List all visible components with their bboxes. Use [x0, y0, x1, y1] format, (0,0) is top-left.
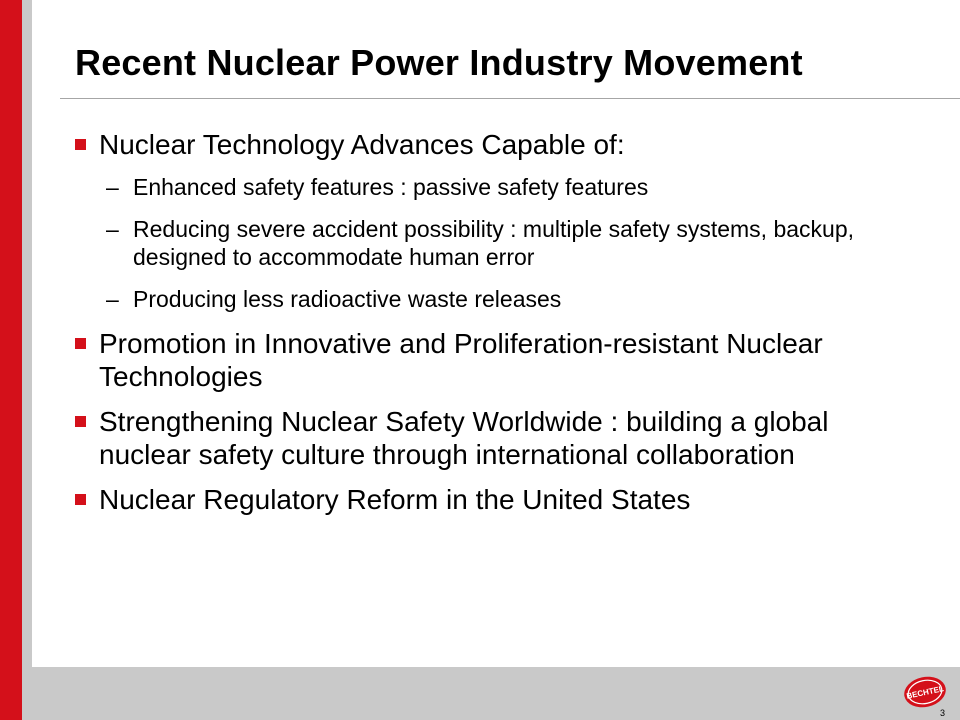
- square-bullet-icon: [75, 494, 86, 505]
- sub-bullet-item: [70, 285, 920, 313]
- logo-text: BECHTEL: [905, 684, 945, 701]
- sub-bullet-item: [70, 173, 920, 201]
- bullet-text: Nuclear Technology Advances Capable of:: [99, 129, 625, 160]
- square-bullet-icon: [75, 416, 86, 427]
- sub-bullet-item: [70, 215, 920, 271]
- sub-bullet-text: Enhanced safety features : passive safety features: [133, 174, 649, 200]
- bullet-item: [70, 327, 920, 393]
- slide-content: [70, 128, 920, 528]
- sub-bullet-text: Producing less radioactive waste releases: [133, 286, 562, 312]
- square-bullet-icon: [75, 139, 86, 150]
- left-accent-bar: [0, 0, 22, 720]
- dash-marker: –: [106, 174, 119, 200]
- bullet-text: Promotion in Innovative and Proliferation-resistant Nuclear Technologies: [99, 328, 823, 392]
- bullet-text: Nuclear Regulatory Reform in the United States: [99, 484, 691, 515]
- page-number: 3: [940, 708, 946, 718]
- bullet-text: Strengthening Nuclear Safety Worldwide : building a global nuclear safety culture through international collaboration: [99, 406, 829, 470]
- title-divider: [60, 98, 960, 99]
- slide-title: Recent Nuclear Power Industry Movement: [75, 42, 803, 83]
- square-bullet-icon: [75, 338, 86, 349]
- left-frame-bar: [22, 0, 32, 720]
- bullet-item: [70, 128, 920, 161]
- dash-marker: –: [106, 286, 119, 312]
- sub-bullet-text: Reducing severe accident possibility : multiple safety systems, backup, designed to accommodate human error: [133, 216, 854, 270]
- bullet-item: [70, 405, 920, 471]
- bullet-item: [70, 483, 920, 516]
- footer-bar: [32, 667, 960, 720]
- dash-marker: –: [106, 216, 119, 242]
- bechtel-logo-icon: [902, 675, 948, 709]
